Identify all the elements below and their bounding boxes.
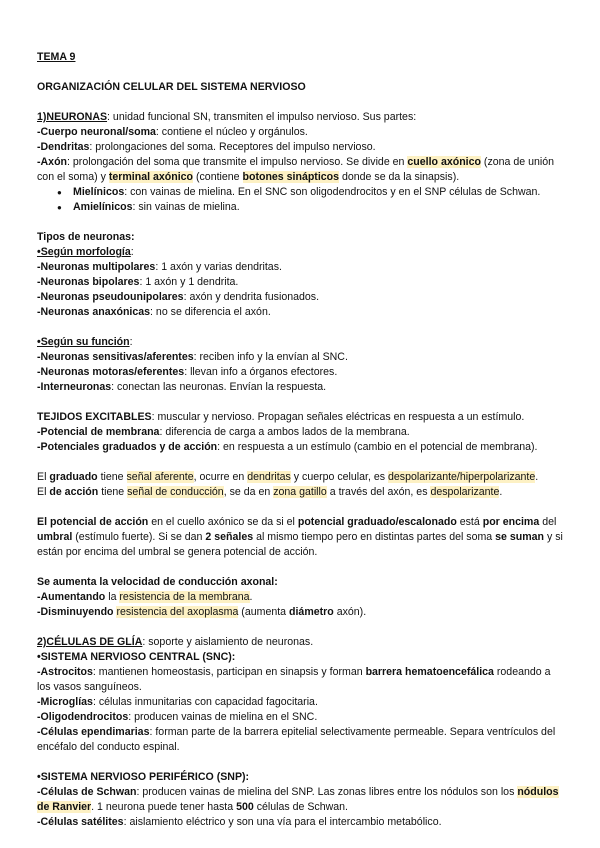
mielinicos-bullet: ● Mielínicos: con vainas de mielina. En el SNC son oligodendrocitos y en el SNP células de Schwan. (37, 185, 565, 200)
astrocitos-paragraph: -Astrocitos: mantienen homeostasis, participan en sinapsis y forman barrera hematoencefálica rodeando a los vasos sanguíneos. (37, 666, 551, 693)
potencial-membrana-line: -Potencial de membrana: diferencia de carga a ambos lados de la membrana. (37, 426, 410, 438)
ependimarias-paragraph: -Células ependimarias: forman parte de la barrera epitelial selectivamente permeable. Separa ventrículos del encéfalo del conducto espinal. (37, 726, 556, 753)
axon-paragraph: -Axón: prolongación del soma que transmite el impulso nervioso. Se divide en cuello axónico (zona de unión con el soma) y terminal axónico (contiene botones sinápticos donde se da la sinapsis). (37, 156, 555, 183)
section-heading: ORGANIZACIÓN CELULAR DEL SISTEMA NERVIOSO (37, 81, 306, 93)
satelites-line: -Células satélites: aislamiento eléctrico y son una vía para el intercambio metabólico. (37, 816, 442, 828)
cuerpo-neuronal-line: -Cuerpo neuronal/soma: contiene el núcleo y orgánulos. (37, 126, 308, 138)
document-content (37, 50, 565, 830)
snp-heading: •SISTEMA NERVIOSO PERIFÉRICO (SNP): (37, 771, 250, 783)
tipos-heading: Tipos de neuronas: (37, 231, 135, 243)
funcion-label: •Según su función: (37, 336, 133, 348)
amielinicos-bullet: ● Amielínicos: sin vainas de mielina. (37, 200, 565, 215)
oligodendrocitos-line: -Oligodendrocitos: producen vainas de mielina en el SNC. (37, 711, 318, 723)
multipolares-line: -Neuronas multipolares: 1 axón y varias dendritas. (37, 261, 282, 273)
interneuronas-line: -Interneuronas: conectan las neuronas. Envían la respuesta. (37, 381, 327, 393)
morfologia-label: •Según morfología: (37, 246, 134, 258)
microglias-line: -Microglías: células inmunitarias con capacidad fagocitaria. (37, 696, 318, 708)
potencial-accion-paragraph: El potencial de acción en el cuello axónico se da si el potencial graduado/escalonado está por encima del umbral (estímulo fuerte). Si se dan 2 señales al mismo tiempo pero en distintas partes del soma se suman y si están por encima del umbral se genera potencial de acción. (37, 516, 563, 558)
pseudounipolares-line: -Neuronas pseudounipolares: axón y dendrita fusionados. (37, 291, 320, 303)
bipolares-line: -Neuronas bipolares: 1 axón y 1 dendrita. (37, 276, 239, 288)
schwan-paragraph: -Células de Schwan: producen vainas de mielina del SNP. Las zonas libres entre los nódulos son los nódulos de Ranvier. 1 neurona puede tener hasta 500 células de Schwan. (37, 786, 559, 813)
anaxonicas-line: -Neuronas anaxónicas: no se diferencia el axón. (37, 306, 271, 318)
glia-intro: 2)CÉLULAS DE GLÍA: soporte y aislamiento de neuronas. (37, 636, 314, 648)
sensitivas-line: -Neuronas sensitivas/aferentes: reciben info y la envían al SNC. (37, 351, 348, 363)
tejidos-line: TEJIDOS EXCITABLES: muscular y nervioso. Propagan señales eléctricas en respuesta a un estímulo. (37, 411, 525, 423)
snc-heading: •SISTEMA NERVIOSO CENTRAL (SNC): (37, 651, 236, 663)
graduado-line: El graduado tiene señal aferente, ocurre en dendritas y cuerpo celular, es despolarizante/hiperpolarizante. (37, 471, 539, 483)
motoras-line: -Neuronas motoras/eferentes: llevan info a órganos efectores. (37, 366, 338, 378)
velocidad-heading: Se aumenta la velocidad de conducción axonal: (37, 576, 278, 588)
dendritas-line: -Dendritas: prolongaciones del soma. Receptores del impulso nervioso. (37, 141, 376, 153)
disminuyendo-line: -Disminuyendo resistencia del axoplasma (aumenta diámetro axón). (37, 606, 367, 618)
neuronas-intro: 1)NEURONAS: unidad funcional SN, transmiten el impulso nervioso. Sus partes: (37, 111, 417, 123)
potenciales-graduados-line: -Potenciales graduados y de acción: en respuesta a un estímulo (cambio en el potencial de membrana). (37, 441, 538, 453)
aumentando-line: -Aumentando la resistencia de la membrana. (37, 591, 253, 603)
topic-title: TEMA 9 (37, 51, 76, 63)
de-accion-line: El de acción tiene señal de conducción, se da en zona gatillo a través del axón, es despolarizante. (37, 486, 503, 498)
